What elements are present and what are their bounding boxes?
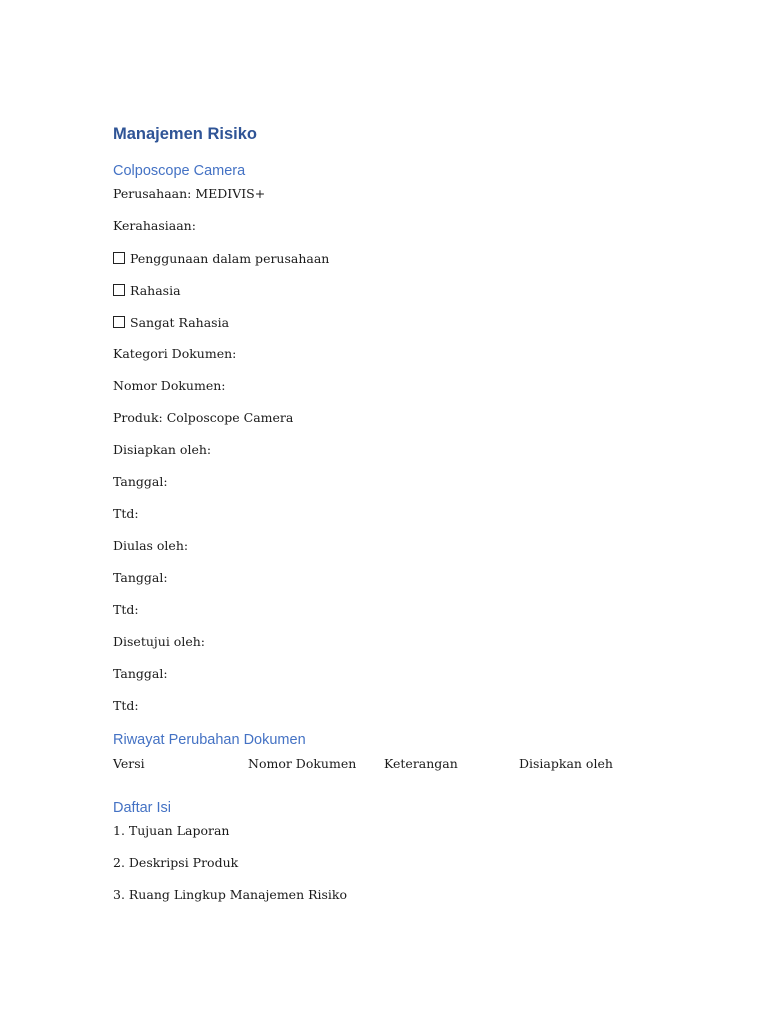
checkbox-icon[interactable] [113, 252, 125, 264]
date-field: Tanggal: [113, 570, 168, 585]
option-secret[interactable] [113, 284, 181, 298]
prepared-by-field: Disiapkan oleh: [113, 442, 212, 457]
option-top-secret-label: Sangat Rahasia [130, 315, 230, 330]
product-field: Produk: Colposcope Camera [113, 410, 294, 425]
column-header: Keterangan [384, 756, 458, 771]
checkbox-icon[interactable] [113, 284, 125, 296]
document-title: Manajemen Risiko [113, 125, 257, 143]
product-heading: Colposcope Camera [113, 163, 246, 179]
date-field: Tanggal: [113, 666, 168, 681]
signature-field: Ttd: [113, 602, 139, 617]
column-header: Disiapkan oleh [519, 756, 613, 771]
company-field: Perusahaan: MEDIVIS+ [113, 186, 266, 201]
date-field: Tanggal: [113, 474, 168, 489]
toc-item[interactable]: 1. Tujuan Laporan [113, 823, 230, 838]
column-header: Nomor Dokumen [248, 756, 357, 771]
doc-category-field: Kategori Dokumen: [113, 346, 237, 361]
option-internal[interactable] [113, 252, 329, 266]
toc-item[interactable]: 3. Ruang Lingkup Manajemen Risiko [113, 887, 348, 902]
toc-item[interactable]: 2. Deskripsi Produk [113, 855, 239, 870]
approved-by-field: Disetujui oleh: [113, 634, 205, 649]
checkbox-icon[interactable] [113, 316, 125, 328]
history-heading: Riwayat Perubahan Dokumen [113, 732, 306, 748]
option-top-secret[interactable] [113, 316, 229, 330]
column-header: Versi [113, 756, 145, 771]
option-secret-label: Rahasia [130, 283, 181, 298]
signature-field: Ttd: [113, 698, 139, 713]
reviewed-by-field: Diulas oleh: [113, 538, 189, 553]
toc-heading: Daftar Isi [113, 800, 172, 816]
history-table-header [113, 756, 673, 772]
confidentiality-label: Kerahasiaan: [113, 218, 196, 233]
doc-number-field: Nomor Dokumen: [113, 378, 226, 393]
signature-field: Ttd: [113, 506, 139, 521]
option-internal-label: Penggunaan dalam perusahaan [130, 251, 330, 266]
